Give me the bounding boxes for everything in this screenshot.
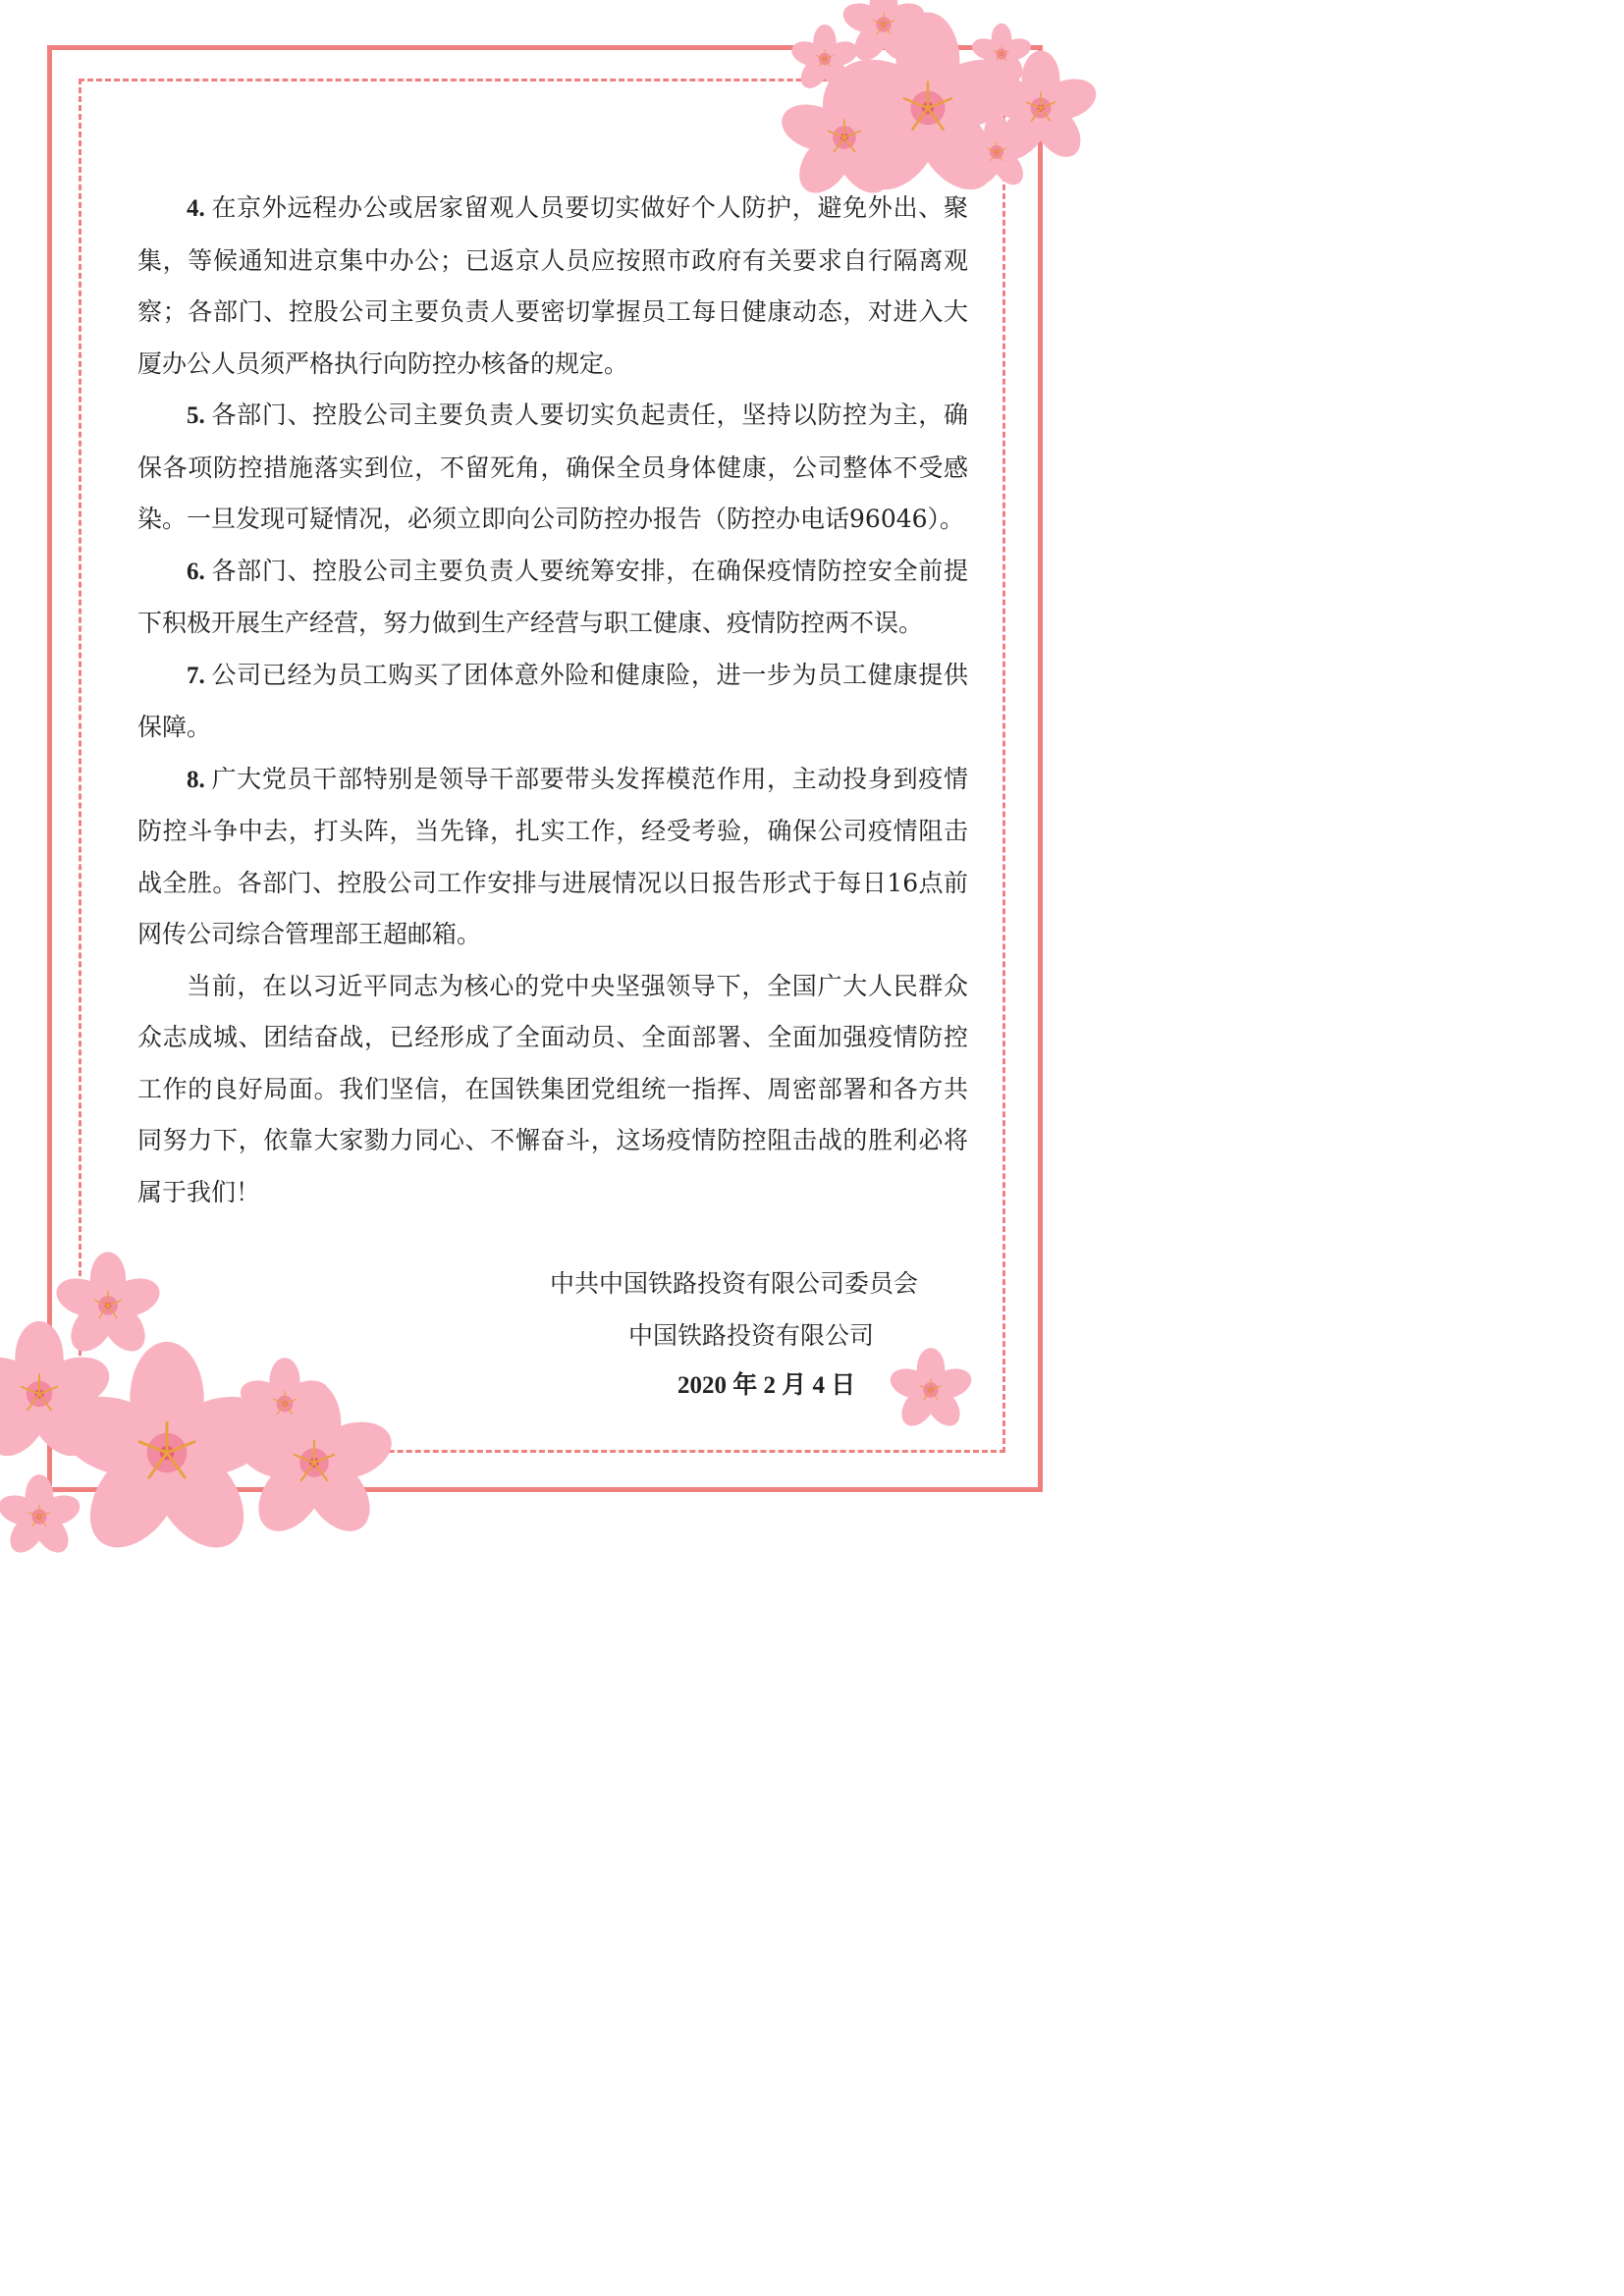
- paragraph-text: 当前，在以习近平同志为核心的党中央坚强领导下，全国广大人民群众众志成城、团结奋战，已经形成了全面动员、全面部署、全面加强疫情防控工作的良好局面。我们坚信，在国铁集团党组统一指挥、周密部署和各方共同努力下，依靠大家勠力同心、不懈奋斗，这场疫情防控阻击战的胜利必将属于我们！: [137, 971, 968, 1206]
- paragraph-text: 各部门、控股公司主要负责人要切实负起责任，坚持以防控为主，确保各项防控措施落实到位，不留死角，确保全员身体健康，公司整体不受感染。一旦发现可疑情况，必须立即向公司防控办报告（防控办电话96046）。: [137, 400, 968, 533]
- signature-org-company: 中国铁路投资有限公司: [628, 1321, 875, 1350]
- cherry-blossom-icon: [0, 0, 1090, 1539]
- paragraph-text: 公司已经为员工购买了团体意外险和健康险，进一步为员工健康提供保障。: [137, 660, 968, 741]
- paragraph-number: 8.: [187, 766, 205, 793]
- paragraph-text: 各部门、控股公司主要负责人要统筹安排，在确保疫情防控安全前提下积极开展生产经营，努力做到生产经营与职工健康、疫情防控两不误。: [137, 556, 968, 637]
- signature-date: 2020 年 2 月 4 日: [677, 1372, 856, 1399]
- paragraph-number: 4.: [187, 195, 205, 222]
- paragraph-number: 6.: [187, 558, 205, 585]
- paragraph-number: 5.: [187, 402, 205, 429]
- signature-org-committee: 中共中国铁路投资有限公司委员会: [550, 1269, 919, 1298]
- paragraph-text: 在京外远程办公或居家留观人员要切实做好个人防护，避免外出、聚集，等候通知进京集中办公；已返京人员应按照市政府有关要求自行隔离观察；各部门、控股公司主要负责人要密切掌握员工每日健康动态，对进入大厦办公人员须严格执行向防控办核备的规定。: [137, 193, 968, 378]
- paragraph-text: 广大党员干部特别是领导干部要带头发挥模范作用，主动投身到疫情防控斗争中去，打头阵，当先锋，扎实工作，经受考验，确保公司疫情阻击战全胜。各部门、控股公司工作安排与进展情况以日报告形式于每日16点前网传公司综合管理部王超邮箱。: [137, 764, 968, 948]
- paragraph-number: 7.: [187, 662, 205, 689]
